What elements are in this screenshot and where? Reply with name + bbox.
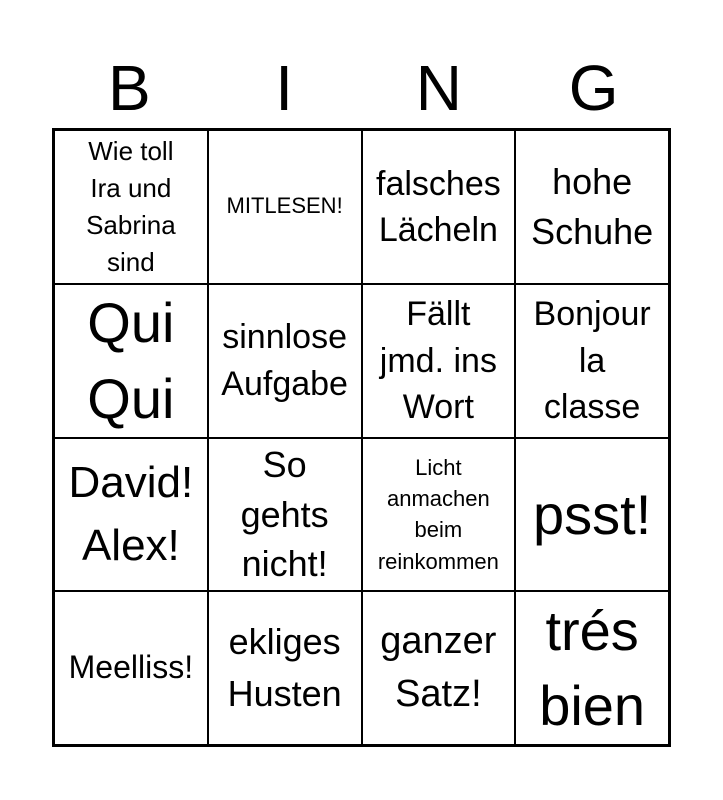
cell-text: So gehts nicht!: [240, 443, 329, 585]
cell-text: Wie toll Ira und Sabrina sind: [86, 136, 176, 277]
cell-text: hohe Schuhe: [531, 161, 654, 252]
bingo-cell[interactable]: [208, 591, 362, 745]
cell-text: Bonjour la classe: [533, 295, 651, 426]
cell-text: Licht anmachen beim reinkommen: [377, 454, 499, 574]
bingo-board: [52, 128, 671, 747]
bingo-cell[interactable]: [515, 438, 669, 592]
cell-text: sinnlose Aufgabe: [221, 318, 348, 403]
bingo-cell[interactable]: [362, 591, 516, 745]
header-letter-n: N: [415, 52, 462, 124]
bingo-cell[interactable]: [362, 284, 516, 438]
cell-text: Meelliss!: [68, 649, 194, 686]
cell-text: trés bien: [539, 598, 646, 738]
cell-text: falsches Lächeln: [376, 164, 501, 249]
cell-text: MITLESEN!: [226, 193, 343, 219]
bingo-cell[interactable]: [208, 284, 362, 438]
bingo-cell[interactable]: [515, 130, 669, 284]
cell-text: ekliges Husten: [227, 620, 342, 715]
bingo-cell[interactable]: [208, 130, 362, 284]
bingo-cell[interactable]: [515, 591, 669, 745]
bingo-cell[interactable]: [208, 438, 362, 592]
bingo-cell[interactable]: [54, 438, 208, 592]
cell-text: ganzer Satz!: [380, 619, 497, 716]
header-letter-b: B: [108, 52, 151, 124]
cell-text: David! Alex!: [68, 457, 194, 571]
cell-text: psst!: [532, 482, 652, 546]
bingo-cell[interactable]: [362, 130, 516, 284]
header-letter-i: I: [275, 52, 294, 124]
bingo-cell[interactable]: [54, 591, 208, 745]
cell-text: Qui Qui: [87, 291, 175, 430]
header-letter-g: G: [568, 52, 619, 124]
bingo-header: [52, 50, 671, 126]
bingo-cell[interactable]: [362, 438, 516, 592]
bingo-cell[interactable]: [515, 284, 669, 438]
bingo-cell[interactable]: [54, 130, 208, 284]
cell-text: Fällt jmd. ins Wort: [379, 295, 497, 426]
bingo-cell[interactable]: [54, 284, 208, 438]
